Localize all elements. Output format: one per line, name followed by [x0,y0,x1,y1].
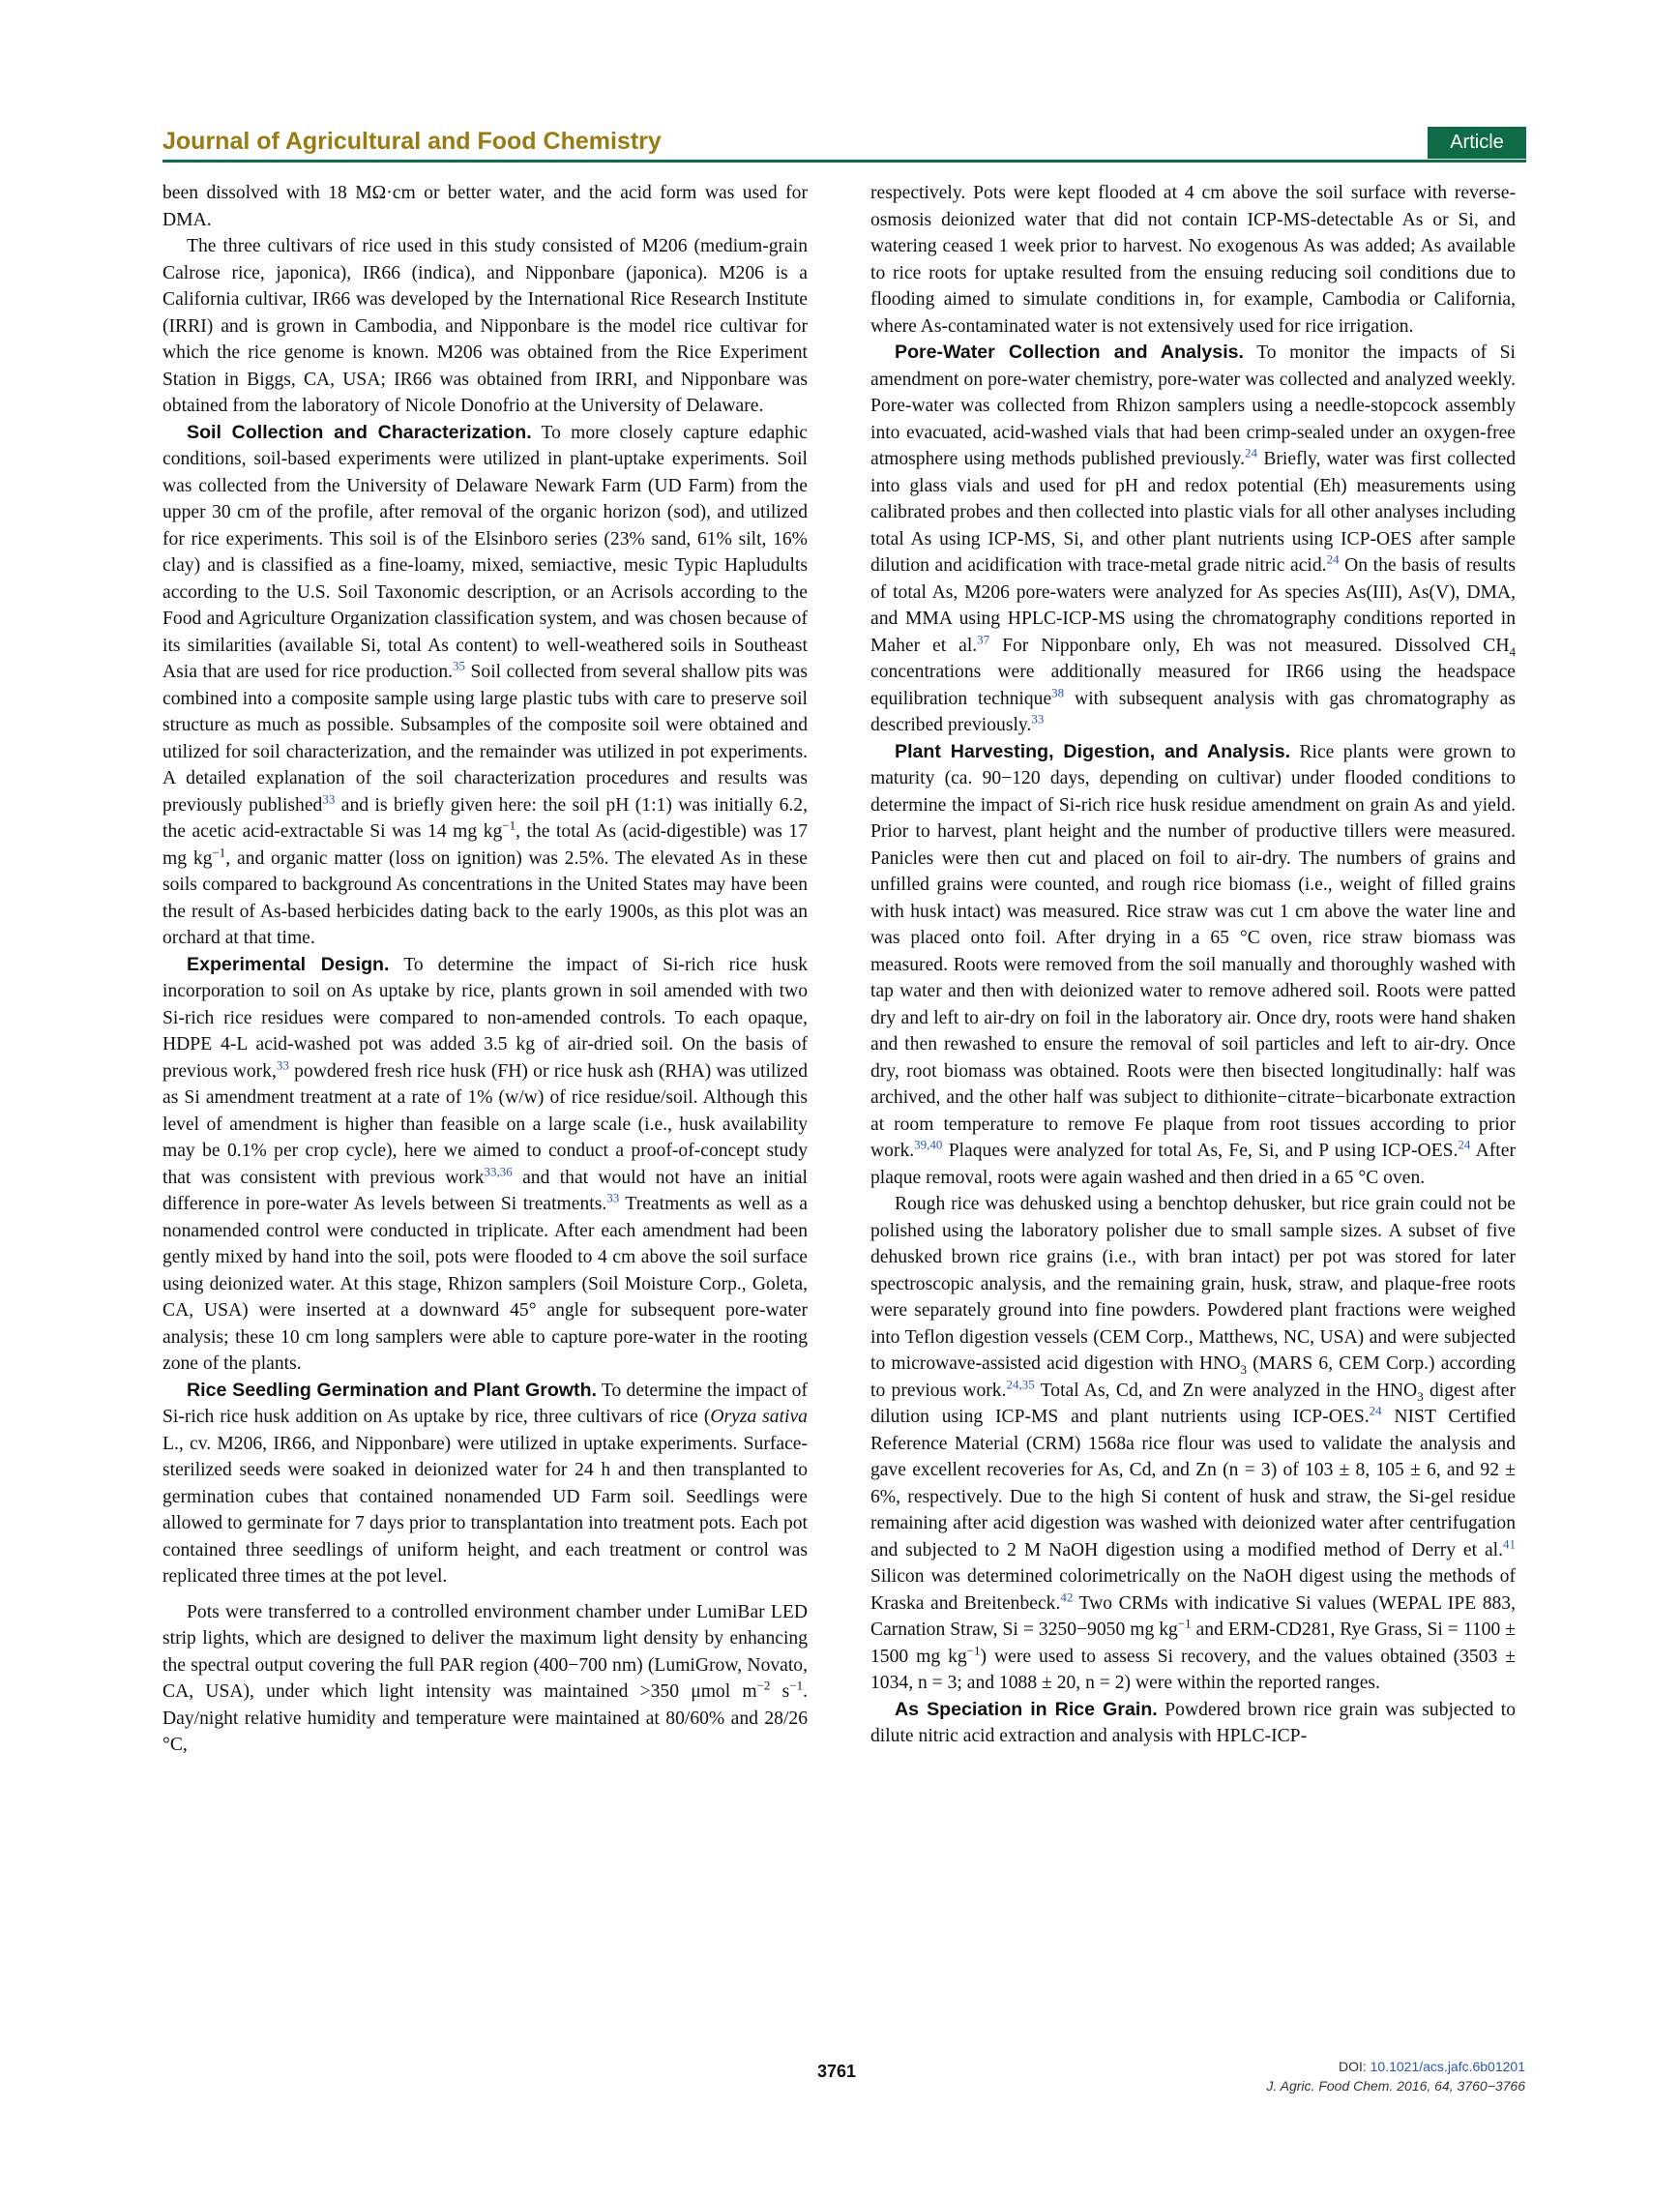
pots-text: . Day/night relative humidity and temperature were maintained at 80/60% and 28/26 °C, [162,1681,808,1755]
subscript: 4 [1509,643,1516,659]
citation-ref[interactable]: 33 [606,1190,620,1205]
speciation-heading: As Speciation in Rice Grain. [895,1698,1158,1720]
paragraph-harvesting [870,739,1516,1192]
harvesting-heading: Plant Harvesting, Digestion, and Analysis. [895,740,1291,762]
citation-ref[interactable]: 39,40 [914,1137,943,1152]
doi-link[interactable]: 10.1021/acs.jafc.6b01201 [1370,2059,1525,2074]
pore-water-text: concentrations were additionally measured for IR66 using the headspace equilibration technique [870,662,1516,709]
exponent: −1 [502,817,516,833]
subscript: 3 [1417,1388,1424,1404]
harvesting-text: Plaques were analyzed for total As, Fe, Si, and P using ICP-OES. [942,1141,1459,1161]
left-column [162,180,808,1759]
journal-citation: J. Agric. Food Chem. 2016, 64, 3760−3766 [1266,2078,1525,2094]
citation-ref[interactable]: 33,36 [484,1163,513,1178]
paragraph-speciation [870,1697,1516,1750]
citation-ref[interactable]: 38 [1051,684,1065,699]
rough-rice-text: Total As, Cd, and Zn were analyzed in the HNO [1034,1380,1418,1401]
citation-ref[interactable]: 41 [1503,1535,1516,1551]
citation-ref[interactable]: 24 [1369,1403,1382,1418]
doi-block [1266,2057,1525,2095]
cultivars-text: The three cultivars of rice used in this study consisted of M206 (medium-grain Calrose rice, japonica), IR66 (indica), and Nipponbare (japonica). M206 is a California cultivar, IR66 was developed by the International Rice Research Institute (IRRI) and is grown in Cambodia, and Nipponbare is the model rice cultivar for which the rice genome is known. M206 was obtained from the Rice Experiment Station in Biggs, CA, USA; IR66 was obtained from IRRI, and Nipponbare was obtained from the laboratory of Nicole Donofrio at the University of Delaware. [162,236,808,416]
speciation-text: Powdered brown rice grain was subjected to dilute nitric acid extraction and analysis with HPLC-ICP- [870,1699,1517,1746]
seedling-heading: Rice Seedling Germination and Plant Growth. [187,1379,597,1401]
paragraph-soil [162,420,808,952]
citation-ref[interactable]: 24 [1458,1137,1471,1152]
harvesting-text: Rice plants were grown to maturity (ca. 90−120 days, depending on cultivar) under flooded conditions to determine the impact of Si-rich rice husk residue amendment on grain As and yield. Prior to harvest, plant height and the number of productive tillers were measured. Panicles were then cut and placed on foil to air-dry. The numbers of grains and unfilled grains were counted, and rough rice biomass (i.e., weight of filled grains with husk intact) was measured. Rice straw was cut 1 cm above the water line and was placed onto foil. After drying in a 65 °C oven, rice straw biomass was measured. Roots were removed from the soil manually and thoroughly washed with tap water and then with deionized water to remove adhered soil. Roots were patted dry and left to air-dry on foil in the laboratory air. Once dry, roots were hand shaken and then rewashed to ensure the removal of soil particles and left to air-dry. Once dry, root biomass was obtained. Roots were then bisected longitudinally: half was archived, and the other half was subject to dithionite−citrate−bicarbonate extraction at room temperature to remove Fe plaque from root tissues according to prior work. [870,741,1516,1161]
soil-text: , and organic matter (loss on ignition) was 2.5%. The elevated As in these soils compared to background As concentrations in the United States may have been the result of As-based herbicides dating back to the early 1900s, as this plot was an orchard at that time. [162,847,808,948]
rough-rice-text: Silicon was determined colorimetrically on the NaOH digest using the methods of Kraska and Breitenbeck. [870,1566,1516,1614]
header-rule [162,160,1526,163]
experimental-text: and that would not have an initial difference in pore-water As levels between Si treatments. [162,1167,808,1214]
experimental-text: powdered fresh rice husk (FH) or rice husk ash (RHA) was utilized as Si amendment treatment at a rate of 1% (w/w) of rice residue/soil. Although this level of amendment is higher than feasible on a large scale (i.e., husk availability may be 0.1% per crop cycle), here we aimed to conduct a proof-of-concept study that was consistent with previous work [162,1060,808,1188]
journal-title: Journal of Agricultural and Food Chemistry [162,128,662,155]
soil-heading: Soil Collection and Characterization. [187,421,532,443]
rough-rice-text: digest after dilution using ICP-MS and plant nutrients using ICP-OES. [870,1380,1516,1427]
harvesting-text: After plaque removal, roots were again washed and then dried in a 65 °C oven. [870,1141,1516,1188]
citation-ref[interactable]: 33 [1031,711,1045,727]
rough-rice-text: NIST Certified Reference Material (CRM) 1568a rice flour was used to validate the analysis and gave excellent recoveries for As, Cd, and Zn (n = 3) of 103 ± 8, 105 ± 6, and 92 ± 6%, respectively. Due to the high Si content of husk and straw, the Si-gel residue remaining after acid digestion was washed with deionized water after centrifugation and subjected to 2 M NaOH digestion using a modified method of Derry et al. [870,1407,1516,1560]
paragraph-continued: respectively. Pots were kept flooded at 4 cm above the soil surface with reverse-osmosis deionized water that did not contain ICP-MS-detectable As or Si, and watering ceased 1 week prior to harvest. No exogenous As was added; As available to rice roots for uptake resulted from the ensuing reducing soil conditions due to flooding aimed to simulate conditions in, for example, Cambodia or California, where As-contaminated water is not extensively used for rice irrigation. [870,183,1516,337]
rough-rice-text: ) were used to assess Si recovery, and the values obtained (3503 ± 1034, n = 3; and 1088 ± 20, n = 2) were within the reported ranges. [870,1646,1516,1693]
paragraph-rough-rice [870,1191,1516,1697]
citation-ref[interactable]: 42 [1060,1589,1074,1604]
exponent: −1 [212,844,226,859]
soil-text: To more closely capture edaphic conditions, soil-based experiments were utilized in plant-uptake experiments. Soil was collected from the University of Delaware Newark Farm (UD Farm) from the upper 30 cm of the profile, after removal of the organic horizon (sod), and utilized for rice experiments. This soil is of the Elsinboro series (23% sand, 61% silt, 16% clay) and is classified as a fine-loamy, mixed, semiactive, mesic Typic Hapludults according to the U.S. Soil Taxonomic description, or an Acrisols according to the Food and Agriculture Organization classification system, and was chosen because of its similarities (available Si, total As content) to well-weathered soils in Southeast Asia that are used for rice production. [162,422,808,682]
paragraph-pots [162,1599,808,1759]
paragraph-seedling [162,1378,808,1590]
seedling-text: L., cv. M206, IR66, and Nipponbare) were utilized in uptake experiments. Surface-sterilized seeds were soaked in deionized water for 24 h and then transplanted to germination cubes that contained nonamended UD Farm soil. Seedlings were allowed to germinate for 7 days prior to transplantation into treatment pots. Each pot contained three seedlings of uniform height, and each treatment or control was replicated three times at the pot level. [162,1433,808,1587]
seedling-text: To determine the impact of Si-rich rice husk addition on As uptake by rice, three cultivars of rice ( [162,1380,808,1427]
doi-prefix: DOI: [1338,2059,1371,2074]
pore-water-text: with subsequent analysis with gas chromatography as described previously. [870,688,1517,735]
paragraph-intro: been dissolved with 18 MΩ·cm or better water, and the acid form was used for DMA. [162,183,808,230]
citation-ref[interactable]: 33 [276,1056,289,1072]
pore-water-heading: Pore-Water Collection and Analysis. [895,342,1244,363]
paragraph-cultivars [162,233,808,420]
citation-ref[interactable]: 33 [322,790,336,806]
experimental-text: To determine the impact of Si-rich rice husk incorporation to soil on As uptake by rice, plants grown in soil amended with two Si-rich rice residues were compared to non-amended controls. To each opaque, HDPE 4-L acid-washed pot was added 3.5 kg of air-dried soil. On the basis of previous work, [162,954,809,1082]
rough-rice-text: Two CRMs with indicative Si values (WEPAL IPE 883, Carnation Straw, Si = 3250−9050 mg kg [870,1592,1517,1640]
exponent: −1 [1177,1616,1192,1631]
soil-text: Soil collected from several shallow pits was combined into a composite sample using large plastic tubs with care to preserve soil structure as much as possible. Subsamples of the composite soil were obtained and utilized for soil characterization, and the remainder was utilized in pot experiments. A detailed explanation of the soil characterization procedures and results was previously published [162,662,808,816]
rough-rice-text: and ERM-CD281, Rye Grass, Si = 1100 ± 1500 mg kg [870,1620,1516,1667]
pots-text: s [770,1681,790,1702]
pore-water-text: Briefly, water was first collected into glass vials and used for pH and redox potential (Eh) measurements using calibrated probes and then collected into plastic vials for all other analyses including total As using ICP-MS, Si, and other plant nutrients using ICP-OES after sample dilution and acidification with trace-metal grade nitric acid. [870,449,1516,576]
rough-rice-text: (MARS 6, CEM Corp.) according to previous work. [870,1353,1516,1401]
species-name: Oryza sativa [710,1407,808,1427]
paragraph-pore-water [870,340,1516,739]
pots-text: Pots were transferred to a controlled environment chamber under LumiBar LED strip lights, which are designed to deliver the maximum light density by enhancing the spectral output covering the full PAR region (400−700 nm) (LumiGrow, Novato, CA, USA), under which light intensity was maintained >350 μmol m [162,1601,808,1702]
citation-ref[interactable]: 37 [977,631,990,646]
citation-ref[interactable]: 35 [453,658,466,673]
pore-water-text: To monitor the impacts of Si amendment on pore-water chemistry, pore-water was collected and analyzed weekly. Pore-water was collected from Rhizon samplers using a needle-stopcock assembly into evacuated, acid-washed vials that had been crimp-sealed under an oxygen-free atmosphere using methods published previously. [870,342,1517,469]
citation-ref[interactable]: 24,35 [1006,1376,1035,1391]
exponent: −1 [966,1642,981,1657]
citation-ref[interactable]: 24 [1326,551,1340,567]
pore-water-text: For Nipponbare only, Eh was not measured. Dissolved CH [989,635,1510,656]
rough-rice-text: Rough rice was dehusked using a benchtop dehusker, but rice grain could not be polished using the laboratory polisher due to small sample sizes. A subset of five dehusked brown rice grains (i.e., with bran intact) per pot was stored for later spectroscopic analysis, and the remaining grain, husk, straw, and plaque-free roots were separately ground into fine powders. Powdered plant fractions were weighed into Teflon digestion vessels (CEM Corp., Matthews, NC, USA) and were subjected to microwave-assisted acid digestion with HNO [870,1194,1516,1374]
subscript: 3 [1240,1361,1247,1377]
experimental-text: Treatments as well as a nonamended control were conducted in triplicate. After each amendment had been gently mixed by hand into the soil, pots were flooded to 4 cm above the soil surface using deionized water. At this stage, Rhizon samplers (Soil Moisture Corp., Goleta, CA, USA) were inserted at a downward 45° angle for subsequent pore-water analysis; these 10 cm long samplers were able to capture pore-water in the rooting zone of the plants. [162,1194,808,1374]
article-type-badge: Article [1428,127,1526,159]
citation-ref[interactable]: 24 [1245,445,1257,461]
exponent: −2 [756,1678,771,1693]
exponent: −1 [789,1678,804,1693]
soil-text: and is briefly given here: the soil pH (1:1) was initially 6.2, the acetic acid-extractable Si was 14 mg kg [162,794,809,842]
pore-water-text: On the basis of results of total As, M206 pore-waters were analyzed for As species As(III), As(V), DMA, and MMA using HPLC-ICP-MS using the chromatography conditions reported in Maher et al. [870,555,1517,656]
right-column [870,180,1516,1750]
experimental-design-heading: Experimental Design. [187,953,390,975]
paragraph-experimental-design [162,952,808,1378]
page-number: 3761 [817,2062,857,2081]
soil-text: , the total As (acid-digestible) was 17 mg kg [162,821,808,869]
